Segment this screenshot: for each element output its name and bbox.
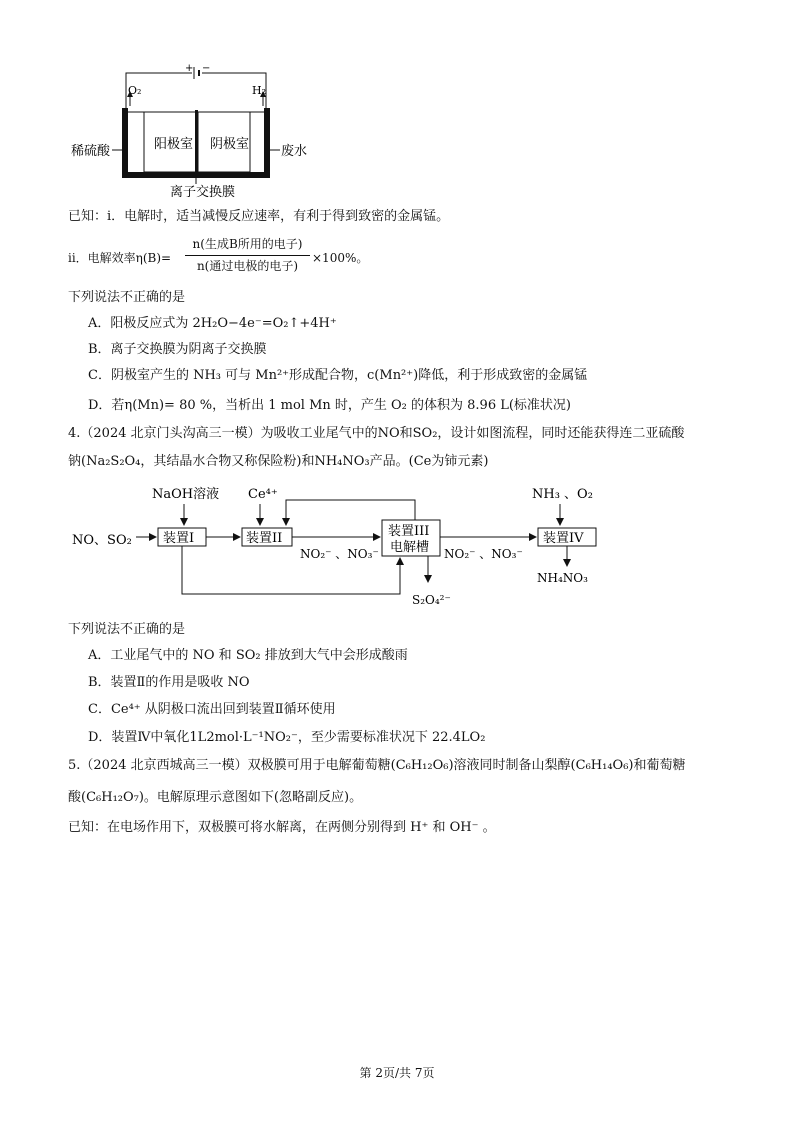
q3-option-b: B．离子交换膜为阴离子交换膜 [88, 342, 267, 357]
q5-line-2: 酸(C₆H₁₂O₇)。电解原理示意图如下(忽略副反应)。 [68, 790, 363, 805]
battery-minus: − [202, 63, 211, 74]
process-flow-diagram [60, 478, 620, 614]
o2-label: O₂ [128, 84, 142, 97]
anode-room-label: 阳极室 [154, 137, 194, 152]
right-liquid-label: 废水 [281, 144, 308, 159]
q3-fraction-suffix: ×100%。 [312, 251, 369, 265]
q3-stem: 下列说法不正确的是 [68, 290, 186, 305]
q4-line-1: 4.（2024 北京门头沟高三一模）为吸收工业尾气中的NO和SO₂，设计如图流程，同时还能获得连二亚硫酸 [68, 426, 685, 441]
q3-option-d: D．若η(Mn)= 80 %，当析出 1 mol Mn 时，产生 O₂ 的体积为 8.96 L(标准状况) [88, 398, 572, 413]
q3-known-i: 已知：i．电解时，适当减慢反应速率，有利于得到致密的金属锰。 [68, 209, 450, 224]
dithionite-label: S₂O₄²⁻ [412, 593, 451, 607]
nh3-o2-label: NH₃ 、O₂ [532, 487, 593, 502]
fraction-bar [185, 255, 310, 256]
q4-option-a: A．工业尾气中的 NO 和 SO₂ 排放到大气中会形成酸雨 [88, 648, 408, 663]
page-number: 第 2页/共 7页 [359, 1066, 435, 1080]
fraction-numerator: n(生成B所用的电子) [192, 237, 303, 251]
q5-line-1: 5.（2024 北京西城高三一模）双极膜可用于电解葡萄糖(C₆H₁₂O₆)溶液同时制备山梨醇(C₆H₁₄O₆)和葡萄糖 [68, 758, 686, 773]
q4-option-d: D．装置Ⅳ中氧化1L2mol·L⁻¹NO₂⁻，至少需要标准状况下 22.4LO₂ [88, 730, 486, 745]
q3-known-ii-prefix: ii．电解效率η(B)= [68, 251, 172, 265]
q4-option-b: B．装置Ⅱ的作用是吸收 NO [88, 675, 250, 690]
q4-option-c: C．Ce⁴⁺ 从阴极口流出回到装置Ⅱ循环使用 [88, 702, 336, 717]
naoh-label: NaOH溶液 [152, 487, 220, 502]
intermediate-ions-2: NO₂⁻ 、NO₃⁻ [444, 547, 523, 561]
device-3-label-b: 电解槽 [390, 540, 430, 555]
electrolysis-cell-diagram [60, 60, 320, 200]
device-4-label: 装置IV [543, 531, 584, 546]
device-3-label-a: 装置III [388, 524, 430, 539]
battery-plus: + [185, 63, 194, 74]
device-1-label: 装置I [163, 531, 195, 546]
h2-label: H₂ [252, 84, 267, 97]
ammonium-nitrate-label: NH₄NO₃ [537, 571, 588, 585]
q3-option-c: C．阴极室产生的 NH₃ 可与 Mn²⁺形成配合物，c(Mn²⁺)降低，利于形成致密的金属锰 [88, 368, 588, 383]
efficiency-fraction [185, 236, 310, 278]
q5-known: 已知：在电场作用下，双极膜可将水解离，在两侧分别得到 H⁺ 和 OH⁻ 。 [68, 820, 496, 835]
ce-label: Ce⁴⁺ [248, 487, 278, 502]
left-liquid-label: 稀硫酸 [71, 144, 111, 159]
fraction-denominator: n(通过电极的电子) [196, 259, 299, 273]
q4-line-2: 钠(Na₂S₂O₄，其结晶水合物又称保险粉)和NH₄NO₃产品。(Ce为铈元素) [68, 454, 489, 469]
input-gas-label: NO、SO₂ [72, 533, 132, 548]
q3-option-a: A．阳极反应式为 2H₂O−4e⁻=O₂↑+4H⁺ [88, 316, 337, 331]
membrane-label: 离子交换膜 [170, 185, 236, 200]
cathode-room-label: 阴极室 [210, 137, 250, 152]
q4-stem: 下列说法不正确的是 [68, 622, 186, 637]
device-2-label: 装置II [246, 531, 283, 546]
intermediate-ions-1: NO₂⁻ 、NO₃⁻ [300, 547, 379, 561]
